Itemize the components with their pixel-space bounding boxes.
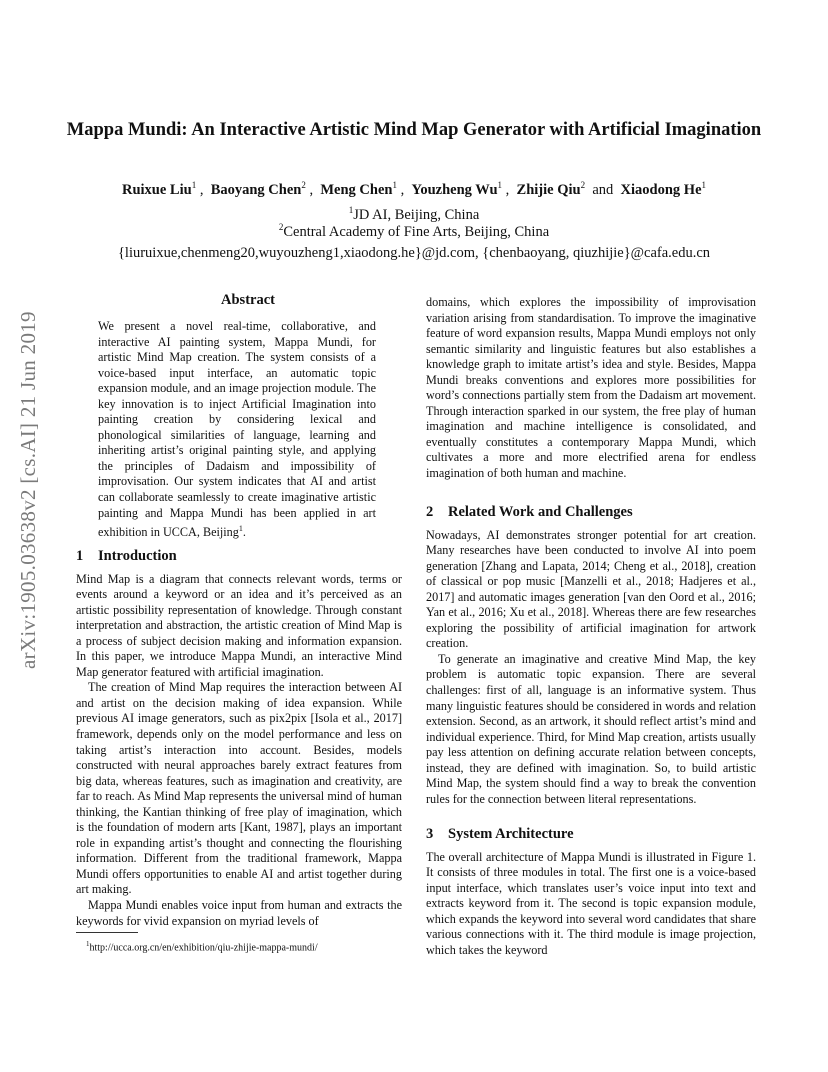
section-introduction (76, 548, 402, 929)
author-affil-mark: 1 (191, 180, 197, 190)
paragraph: Mind Map is a diagram that connects relevant words, terms or events around a keyword or an idea and it’s perceived as an artistic possibility representation of knowledge. Through constant interpretation and abstraction, the artistic creation of Mind Map is a process of subject decision making and information expansion. In this paper, we introduce Mappa Mundi, an interactive Mind Map generator featured with artificial imagination. (76, 571, 402, 679)
abstract-end: . (242, 525, 246, 540)
paragraph: domains, which explores the impossibility of improvisation variation arising from standardisation. To improve the imaginative feature of word expansion results, Mappa Mundi employs not only semantic similarity and linguistic features but also establishes a knowledge graph to imitate artist’s idea and style. Besides, Mappa Mundi breaks conventions and explores more possibilities for word’s connections partially stem from the Dadaism art movement. Through interaction sparked in our system, the free play of human imagination and machine intelligence is consolidated, and eventually constitutes a contemporary Mappa Mundi, which cultivates a more and more electrified arena for endless imagination of both human and machine. (426, 295, 756, 481)
affiliation-text: JD AI, Beijing, China (353, 206, 480, 223)
author-affil-mark: 1 (392, 180, 397, 190)
section-title: System Architecture (448, 826, 574, 842)
section-number: 2 (426, 504, 434, 520)
affiliation (40, 222, 788, 241)
section-number: 3 (426, 826, 434, 842)
paper-title: Mappa Mundi: An Interactive Artistic Mind Map Generator with Artificial Imagination (66, 120, 762, 140)
section-number: 1 (76, 548, 84, 564)
section-title: Related Work and Challenges (448, 504, 633, 520)
author-name: Zhijie Qiu (516, 181, 581, 198)
footnote-rule (76, 932, 138, 933)
author-name: Youzheng Wu (411, 181, 498, 198)
footnote-number: 1 (86, 940, 90, 948)
section-heading (426, 505, 756, 521)
arxiv-stamp: arXiv:1905.03638v2 [cs.AI] 21 Jun 2019 (16, 311, 40, 669)
paragraph: Nowadays, AI demonstrates stronger potential for art creation. Many researches have been conducted to involve AI into poem generation [Zhang and Lapata, 2014; Cheng et al., 2018], creation of classical or pop music [Manzelli et al., 2018; Hadjeres et al., 2017] and automatic images generation [van den Oord et al., 2016; Yan et al., 2016; Xu et al., 2018]. Whereas there are few researches exploring the possibility of artificial imagination for artwork creation. (426, 527, 756, 651)
footnote-url: http://ucca.org.cn/en/exhibition/qiu-zhijie-mappa-mundi/ (89, 942, 318, 954)
affiliation (40, 205, 788, 224)
section-system-architecture (426, 826, 756, 958)
affiliation-mark: 1 (348, 205, 354, 215)
author-affil-mark: 2 (301, 180, 306, 190)
author-emails: {liuruixue,chenmeng20,wuyouzheng1,xiaodong.he}@jd.com, {chenbaoyang, qiuzhijie}@cafa.edu.cn (117, 245, 711, 261)
section-title: Introduction (98, 548, 177, 564)
author-affil-mark: 2 (580, 180, 586, 190)
author-name: Meng Chen (320, 181, 393, 198)
abstract-body (98, 319, 376, 541)
author-affil-mark: 1 (701, 180, 707, 190)
paragraph: The overall architecture of Mappa Mundi is illustrated in Figure 1. It consists of three modules in total. The first one is a voice-based input interface, which translates user’s voice input into text and extracts keyword from it. The second is topic expansion module, which expands the keyword into several word candidates that share various connections with it. The third module is image projection, which takes the keyword (426, 849, 756, 957)
footnote-mark: 1 (238, 524, 243, 534)
author-name: Xiaodong He (620, 181, 702, 198)
paragraph-continued (426, 295, 756, 482)
author-name: Ruixue Liu (121, 181, 192, 198)
paragraph: To generate an imaginative and creative Mind Map, the key problem is automatic topic expansion. There are several challenges: first of all, language is an informative system. Thus many linguistic features should be considered in words and relation extension. Second, as an artwork, it should reflect artist’s mind and individual experience. Third, for Mind Map creation, artists usually pay less attention on defining accurate relation between concepts, instead, they are defined with imagination. So, to build artistic Mind Map, the system should find a way to break the convention rules for the connection between literal representations. (426, 651, 756, 806)
footnote (76, 938, 406, 954)
section-heading (426, 827, 756, 843)
section-related-work (426, 504, 756, 807)
author-list: Ruixue Liu$^1$ , Baoyang Chen$^2$ , Meng Chen$^1$ , Youzheng Wu$^1$ , Zhijie Qiu$^2$ and Xiaodong He$^1$ (121, 180, 707, 198)
affiliation-text: Central Academy of Fine Arts, Beijing, China (283, 223, 550, 240)
paragraph: The creation of Mind Map requires the interaction between AI and artist on the decision making of idea expansion. While previous AI image generators, such as pix2pix [Isola et al., 2017] framework, depends only on the model performance and less on taking artist’s interaction into account. Besides, models constructed with neural approaches barely extract features from big data, whereas features, such as imagination and creativity, are far to reach. As Mind Map represents the universal mind of human thinking, the Kantian thinking of free play of imagination, which is the foundation of modern arts [Kant, 1987], plays an important role in expanding artist’s thought and connecting the flourishing information. Different from the traditional framework, Mappa Mundi offers opportunities to enable AI and artist together during art making. (76, 680, 402, 897)
author-affil-mark: 1 (497, 180, 503, 190)
abstract-text: We present a novel real-time, collaborative, and interactive AI painting system, Mappa Mundi, for artistic Mind Map creation. The system consists of a voice-based input interface, an automatic topic expansion module, and an image projection module. The key innovation is to inject Artificial Imagination into painting creation by considering lexical and phonological similarities of language, learning and inheriting artist’s original painting style, and applying the principles of Dadaism and impossibility of improvisation. Our system indicates that AI and artist can collaborate seamlessly to create imaginative artistic painting and Mappa Mundi has been applied in art exhibition in UCCA, Beijing (98, 319, 376, 540)
author-and: and (592, 181, 614, 198)
section-heading (76, 549, 402, 565)
author-name: Baoyang Chen (210, 181, 302, 198)
affiliation-mark: 2 (278, 222, 284, 232)
paragraph: Mappa Mundi enables voice input from human and extracts the keywords for vivid expansion on myriad levels of (76, 898, 402, 928)
abstract-heading: Abstract (221, 292, 275, 308)
